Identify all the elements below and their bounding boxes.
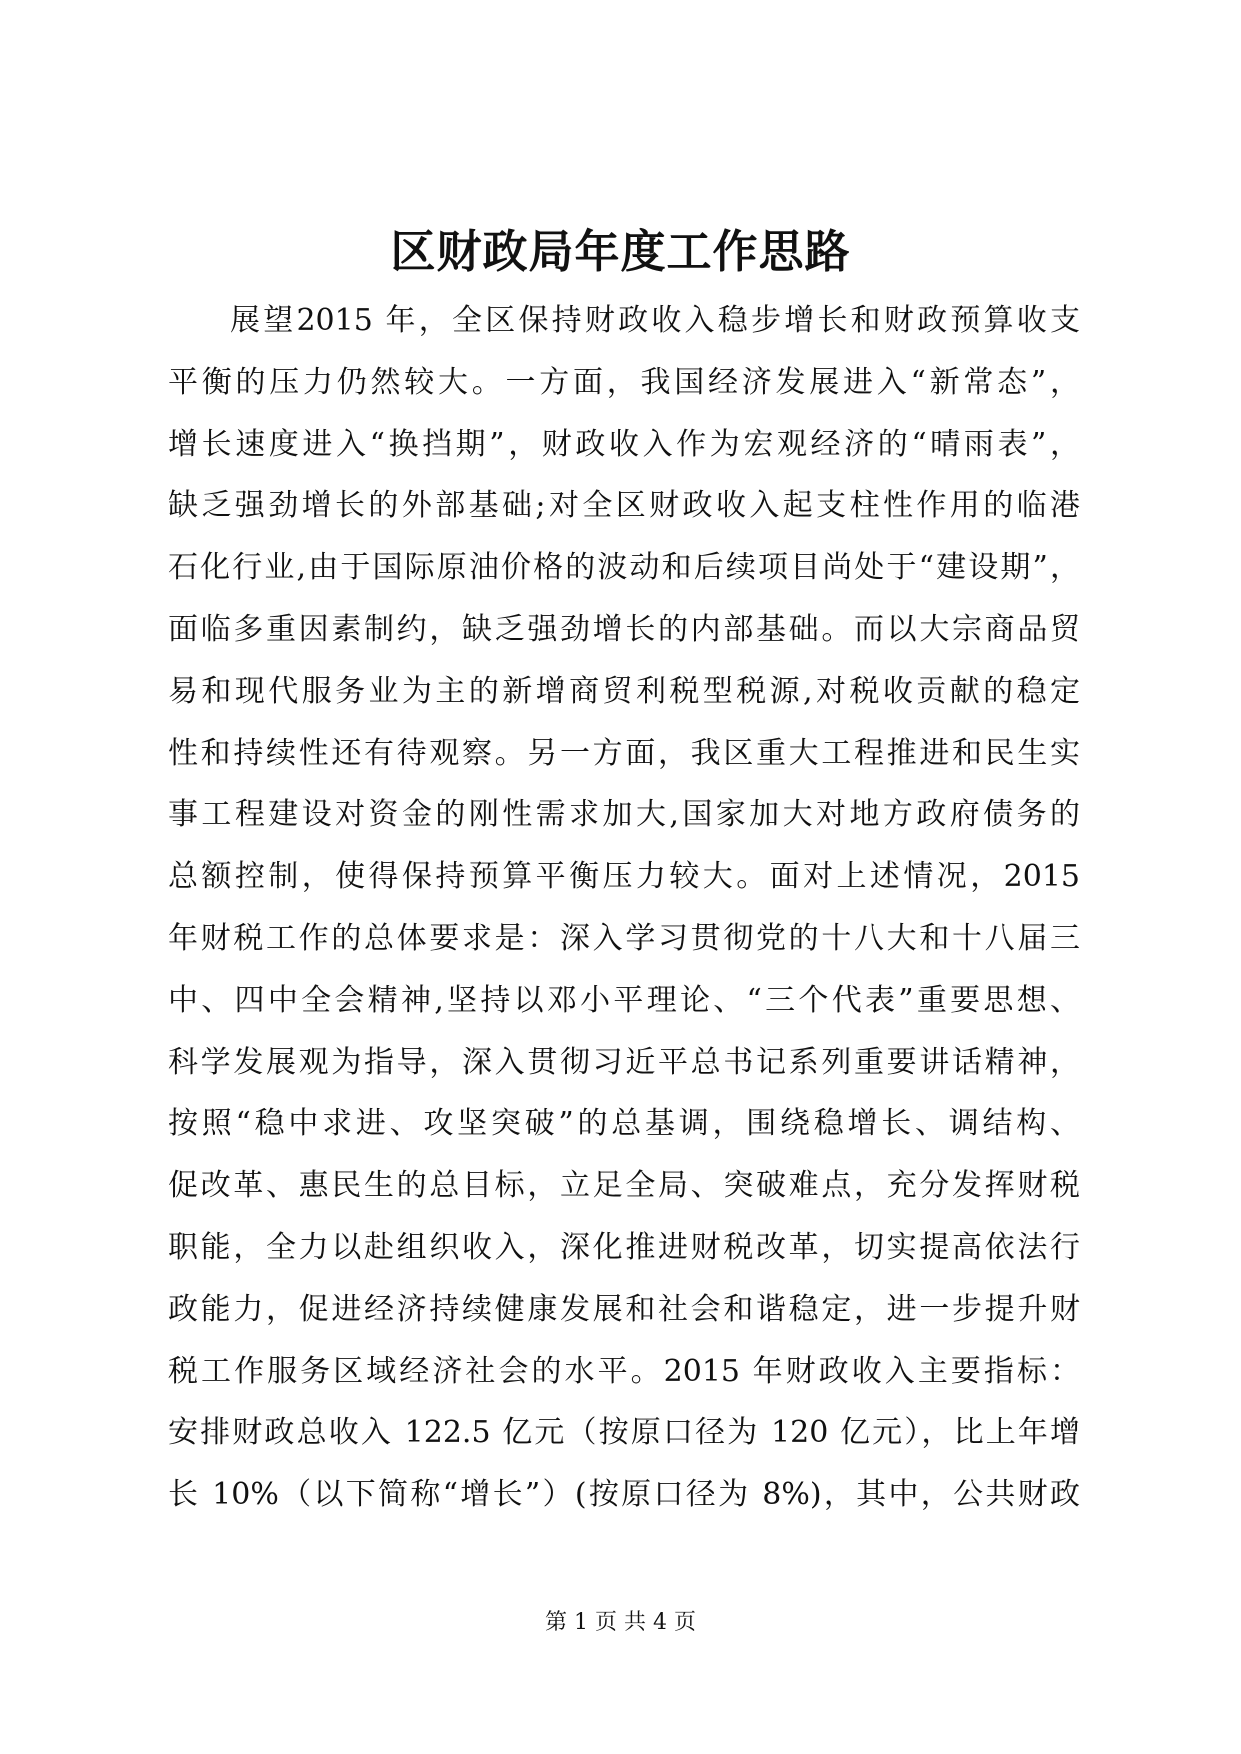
body-line: 按照“稳中求进、攻坚突破”的总基调，围绕稳增长、调结构、 <box>168 1106 1080 1142</box>
body-line: 石化行业,由于国际原油价格的波动和后续项目尚处于“建设期”， <box>168 550 1080 586</box>
body-line: 展望2015 年，全区保持财政收入稳步增长和财政预算收支 <box>230 303 1080 338</box>
document-title: 区财政局年度工作思路 <box>390 225 851 278</box>
body-line: 中、四中全会精神,坚持以邓小平理论、“三个代表”重要思想、 <box>168 982 1080 1018</box>
page-footer: 第 1 页 共 4 页 <box>545 1610 696 1635</box>
body-line: 缺乏强劲增长的外部基础;对全区财政收入起支柱性作用的临港 <box>168 488 1080 524</box>
body-line: 易和现代服务业为主的新增商贸利税型税源,对税收贡献的稳定 <box>168 673 1080 709</box>
body-line: 税工作服务区域经济社会的水平。2015 年财政收入主要指标： <box>168 1353 1080 1389</box>
body-line: 增长速度进入“换挡期”，财政收入作为宏观经济的“晴雨表”， <box>168 426 1080 462</box>
body-line: 平衡的压力仍然较大。一方面，我国经济发展进入“新常态”， <box>168 364 1080 400</box>
body-line: 面临多重因素制约，缺乏强劲增长的内部基础。而以大宗商品贸 <box>168 611 1080 647</box>
body-line: 长 10%（以下简称“增长”）(按原口径为 8%)，其中，公共财政 <box>168 1477 1080 1513</box>
body-line: 政能力，促进经济持续健康发展和社会和谐稳定，进一步提升财 <box>168 1291 1080 1327</box>
body-line: 促改革、惠民生的总目标，立足全局、突破难点，充分发挥财税 <box>168 1168 1080 1204</box>
document-body <box>168 290 1080 1526</box>
body-line: 安排财政总收入 122.5 亿元（按原口径为 120 亿元），比上年增 <box>168 1415 1080 1451</box>
body-line: 性和持续性还有待观察。另一方面，我区重大工程推进和民生实 <box>168 735 1080 771</box>
body-line: 职能，全力以赴组织收入，深化推进财税改革，切实提高依法行 <box>168 1229 1080 1265</box>
body-line: 科学发展观为指导，深入贯彻习近平总书记系列重要讲话精神， <box>168 1044 1080 1080</box>
body-line: 总额控制，使得保持预算平衡压力较大。面对上述情况，2015 <box>168 859 1080 895</box>
body-line: 年财税工作的总体要求是：深入学习贯彻党的十八大和十八届三 <box>168 920 1080 956</box>
body-line: 事工程建设对资金的刚性需求加大,国家加大对地方政府债务的 <box>168 797 1080 833</box>
